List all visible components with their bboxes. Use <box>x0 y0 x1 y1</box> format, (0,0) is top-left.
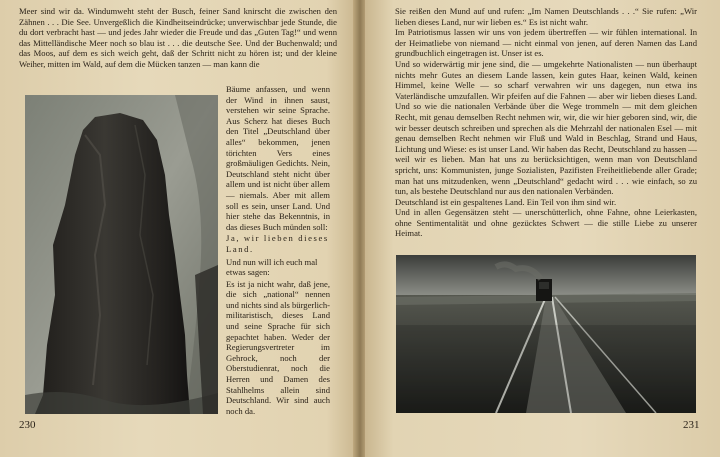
right-paragraph-5: Und in allen Gegensätzen steht — unerschütterlich, ohne Fahne, ohne Leierkasten, ohne Sentimentalität und ohne gezücktes Schwert — die stille Liebe zu unserer Heimat. <box>395 207 697 239</box>
railway-photo <box>396 255 696 413</box>
page-number-left: 230 <box>19 419 36 431</box>
page-number-right: 231 <box>683 419 700 431</box>
right-paragraph-2: Im Patriotismus lassen wir uns von jedem übertreffen — wir fühlen international. In der Heimatliebe von niemand — nicht einmal von jenen, auf deren Namen das Land grundbuchlich eingetragen ist. Unser ist es. <box>395 27 697 59</box>
left-column-text: Bäume anfassen, und wenn der Wind in ihnen saust, verstehen wir seine Sprache. Aus Scherz hat dieses Buch den Titel „Deutschland über alles“ bekommen, jenen törichten Vers eines großmäuligen Gedichts. Nein, Deutschland steht nicht über allem und ist nicht über allem — niemals. Aber mit allem soll es sein, unser Land. Und hier stehe das Bekenntnis, in das dieses Buch münden soll: <box>226 84 330 232</box>
right-paragraph-3: Und so widerwärtig mir jene sind, die — umgekehrte Nationalisten — nun überhaupt nichts mehr Gutes an diesem Lande lassen, kein gutes Haar, keinen Wald, keinen Himmel, keine Welle — so scharf verwahren wir uns dagegen, nun etwa ins Vaterländische umzufallen. Wir pfeifen auf die Fahnen — aber wir lieben dieses Land. Und so wie die nationalen Verbände über die Wege trommeln — mit dem gleichen Recht, mit genau demselben Recht nehmen wir, wir, die wir hier geboren sind, wir, die wir besser deutsch schreiben und sprechen als die Mehrzahl der nationalen Esel — mit genau demselben Recht nehmen wir Fluß und Wald in Beschlag, Strand und Haus, Lichtung und Wiese: es ist unser Land. Wir haben das Recht, Deutschland zu hassen — weil wir es lieben. Man hat uns zu berücksichtigen, wenn man von Deutschland spricht, uns: Kommunisten, junge Sozialisten, Pazifisten Freiheitliebende aller Grade; man hat uns mitzudenken, wenn „Deutschland“ gedacht wird . . . wie einfach, so zu tun, als bestehe Deutschland nur aus den nationalen Verbänden. <box>395 58 697 197</box>
cliff-photo-image <box>25 95 218 414</box>
confession-text: Ja, wir lieben dieses Land. <box>226 233 329 254</box>
railway-photo-image <box>396 255 696 413</box>
left-column-text-2: Und nun will ich euch mal etwas sagen: <box>226 256 318 278</box>
right-paragraph-1: Sie reißen den Mund auf und rufen: „Im Namen Deutschlands . . .“ Sie rufen: „Wir lieben dieses Land, nur wir lieben es.“ Es ist nicht wahr. <box>395 6 697 27</box>
left-intro-text: Meer sind wir da. Windumweht steht der Busch, feiner Sand knirscht die zwischen den Zähnen . . . Die See. Unvergeßlich die Kindheitseindrücke; unverwischbar jede Stunde, die du dort verbracht hast — und jedes Jahr wieder die Freude und das „Guten Tag!“ und wenn das Mittelländische Meer noch so blau ist . . . die deutsche See. Und der Buchenwald; und das Moos, auf dem es sich weich geht, daß der Schritt nicht zu hören ist; und der kleine Weiher, mitten im Wald, auf dem die Mücken tanzen — man kann die <box>19 6 337 69</box>
left-page <box>0 0 355 457</box>
right-text-block <box>395 6 697 239</box>
left-column-text-3: Es ist ja nicht wahr, daß jene, die sich „national“ nennen und nichts sind als bürgerlich-militaristisch, dieses Land und seine Sprache für sich gepachtet haben. Weder der Regierungsvertreter im Gehrock, noch der Oberstudienrat, noch die Herren und Damen des Stahlhelms allein sind Deutschland. Wir sind auch noch da. <box>226 278 330 416</box>
right-paragraph-4: Deutschland ist ein gespaltenes Land. Ein Teil von ihm sind wir. <box>395 196 617 207</box>
right-page <box>365 0 720 457</box>
left-column <box>226 84 330 416</box>
cliff-photo <box>25 95 218 414</box>
